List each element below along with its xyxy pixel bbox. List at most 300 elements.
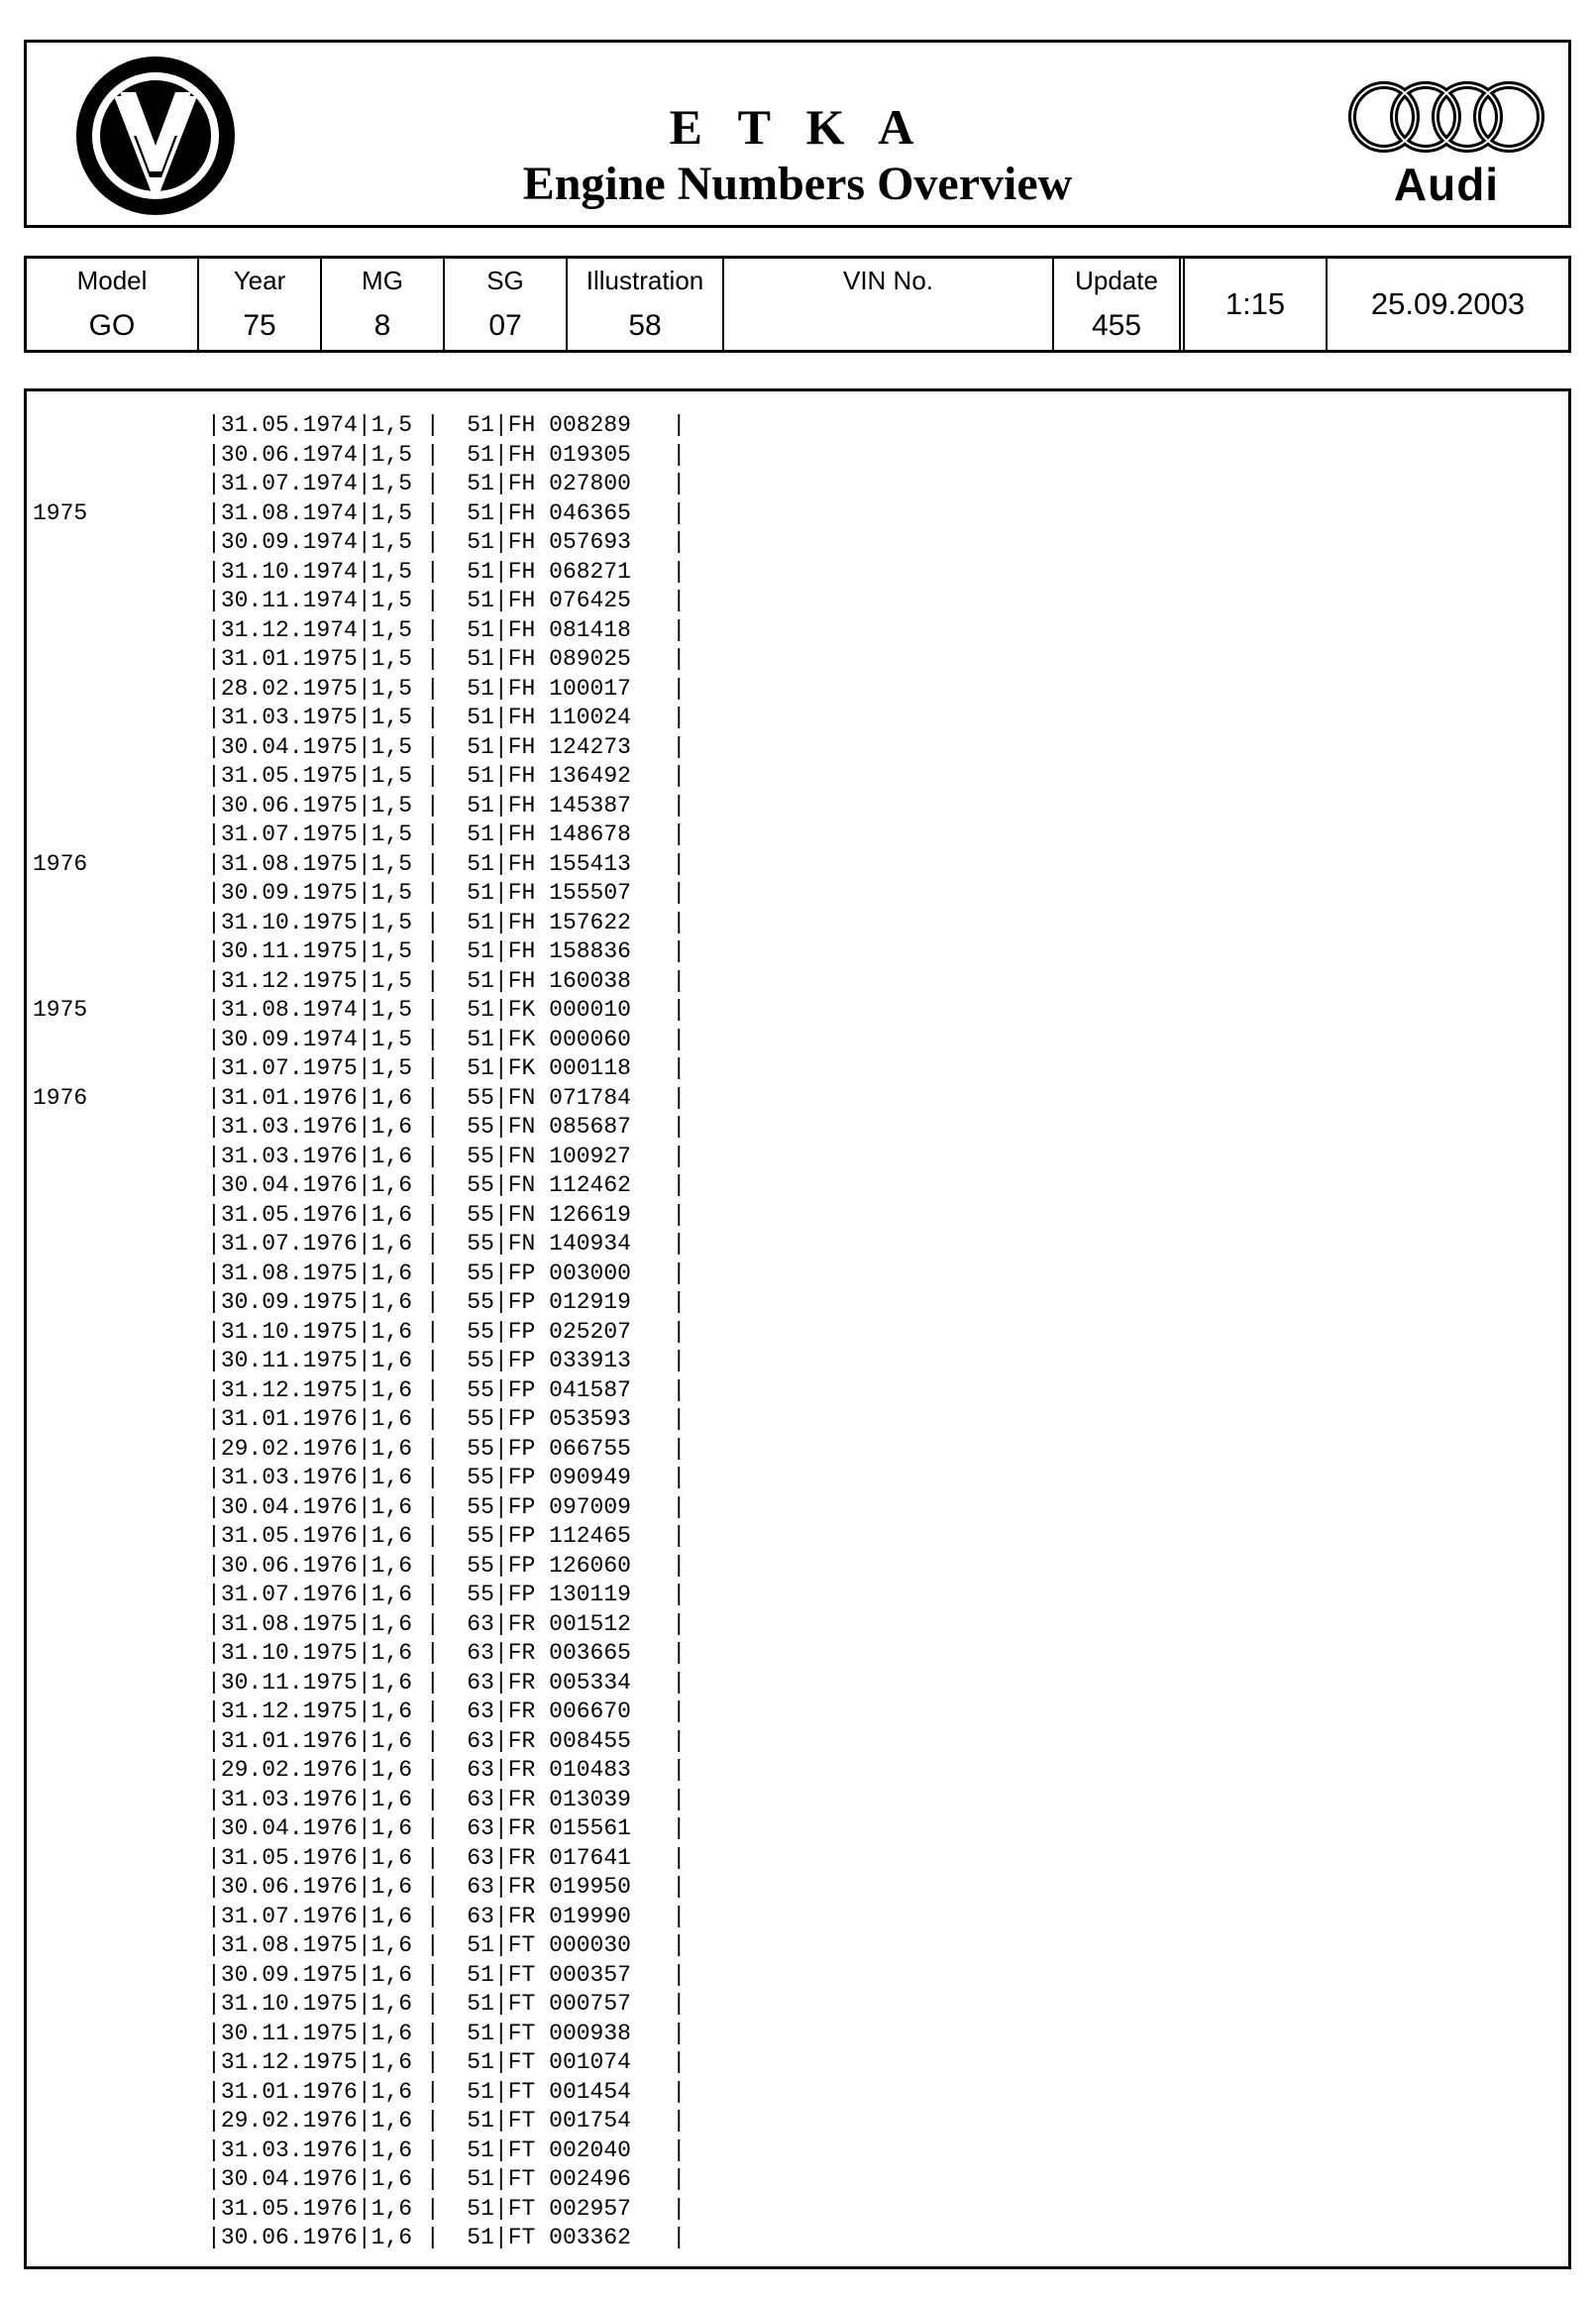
illustration-label: Illustration [585, 266, 704, 295]
list-item [33, 762, 686, 792]
column-separator: | [357, 1435, 372, 1462]
production-date: 30.06.1976 [220, 2225, 358, 2250]
update-value: 455 [1091, 309, 1142, 342]
displacement: 1,6 [371, 2166, 413, 2192]
production-date: 30.06.1976 [220, 1874, 358, 1900]
column-separator: | [630, 1201, 687, 1228]
column-separator: | [412, 2049, 468, 2075]
info-vin [724, 259, 1054, 350]
production-date: 30.04.1975 [220, 733, 358, 760]
engine-code: FT [507, 2225, 536, 2250]
column-separator: | [493, 880, 508, 906]
column-separator: | [493, 1143, 508, 1169]
engine-code: FP [507, 1582, 536, 1607]
list-item [33, 1405, 686, 1435]
power-kw: 55 [467, 1348, 494, 1373]
engine-code: FT [507, 1991, 536, 2017]
column-separator: | [357, 1727, 372, 1754]
list-item [33, 470, 686, 499]
column-separator: | [630, 909, 687, 935]
engine-code: FT [507, 2108, 536, 2134]
displacement: 1,5 [371, 997, 413, 1023]
list-item [33, 1931, 686, 1961]
engine-code: FT [507, 2020, 536, 2046]
displacement: 1,5 [371, 588, 413, 613]
column-separator: | [630, 1523, 687, 1549]
column-separator: | [357, 1961, 372, 1988]
displacement: 1,6 [371, 1084, 413, 1111]
column-gap [535, 1318, 549, 1348]
displacement: 1,6 [371, 1143, 413, 1169]
column-separator: | [357, 1669, 372, 1696]
column-separator: | [493, 1815, 508, 1841]
column-separator: | [207, 1582, 221, 1607]
column-separator: | [207, 558, 221, 585]
column-separator: | [207, 822, 221, 847]
column-gap [535, 645, 549, 675]
production-date: 30.09.1975 [220, 880, 358, 906]
sg-value: 07 [488, 309, 522, 342]
engine-number: 100927 [549, 1143, 631, 1169]
model-value: GO [88, 309, 136, 342]
column-separator: | [207, 1406, 221, 1432]
power-kw: 55 [467, 1143, 494, 1169]
column-separator: | [630, 880, 687, 906]
power-kw: 63 [467, 1903, 494, 1929]
column-separator: | [207, 1318, 221, 1345]
column-separator: | [493, 1435, 508, 1462]
displacement: 1,6 [371, 1786, 413, 1812]
engine-number: 000060 [549, 1026, 631, 1052]
column-separator: | [412, 1143, 468, 1169]
list-item [33, 967, 686, 997]
column-separator: | [493, 1289, 508, 1315]
column-gap [535, 1113, 549, 1143]
engine-code: FH [507, 616, 536, 643]
info-year [199, 259, 322, 350]
column-separator: | [207, 880, 221, 906]
list-item [33, 2048, 686, 2078]
year-label: Year [233, 266, 286, 295]
column-separator: | [630, 822, 687, 847]
engine-code: FR [507, 1610, 536, 1637]
column-separator: | [357, 558, 372, 585]
power-kw: 55 [467, 1493, 494, 1520]
displacement: 1,6 [371, 2108, 413, 2134]
list-item [33, 2224, 686, 2253]
list-item [33, 937, 686, 967]
scale-value: 1:15 [1224, 286, 1286, 321]
production-date: 30.11.1975 [220, 1669, 358, 1696]
column-separator: | [493, 1961, 508, 1988]
model-label: Model [76, 266, 148, 295]
production-date: 31.10.1974 [220, 558, 358, 585]
engine-code: FH [507, 938, 536, 964]
column-separator: | [357, 1757, 372, 1783]
displacement: 1,6 [371, 1465, 413, 1490]
column-separator: | [357, 2225, 372, 2250]
column-separator: | [630, 2225, 687, 2250]
column-gap [535, 1435, 549, 1465]
list-item [33, 792, 686, 822]
column-separator: | [412, 880, 468, 906]
engine-number: 130119 [549, 1582, 631, 1607]
column-gap [535, 470, 549, 499]
column-separator: | [207, 1757, 221, 1783]
list-item [33, 1903, 686, 1932]
production-date: 30.06.1976 [220, 1552, 358, 1579]
power-kw: 55 [467, 1318, 494, 1345]
engine-code: FH [507, 675, 536, 702]
column-separator: | [207, 1698, 221, 1724]
column-separator: | [207, 1114, 221, 1140]
engine-number: 003362 [549, 2225, 631, 2250]
column-separator: | [493, 997, 508, 1023]
column-gap [535, 1171, 549, 1201]
list-item [33, 587, 686, 616]
displacement: 1,6 [371, 1114, 413, 1140]
production-date: 31.07.1976 [220, 1582, 358, 1607]
column-separator: | [630, 792, 687, 819]
list-item [33, 1143, 686, 1172]
column-separator: | [493, 471, 508, 496]
column-separator: | [412, 441, 468, 468]
power-kw: 51 [467, 2049, 494, 2075]
displacement: 1,6 [371, 2225, 413, 2250]
power-kw: 51 [467, 2195, 494, 2222]
column-gap [535, 1026, 549, 1055]
column-separator: | [493, 1757, 508, 1783]
info-sg [445, 259, 568, 350]
production-date: 30.11.1975 [220, 2020, 358, 2046]
column-separator: | [412, 792, 468, 819]
column-separator: | [357, 1231, 372, 1257]
displacement: 1,6 [371, 1172, 413, 1198]
power-kw: 51 [467, 646, 494, 672]
production-date: 31.03.1976 [220, 1786, 358, 1812]
engine-number: 158836 [549, 938, 631, 964]
list-item [33, 1639, 686, 1669]
column-gap [535, 1639, 549, 1669]
displacement: 1,6 [371, 2137, 413, 2163]
column-separator: | [207, 412, 221, 438]
production-date: 31.05.1976 [220, 1844, 358, 1871]
power-kw: 63 [467, 1610, 494, 1637]
column-separator: | [493, 1114, 508, 1140]
column-separator: | [493, 1318, 508, 1345]
column-separator: | [357, 822, 372, 847]
update-label: Update [1075, 266, 1158, 295]
displacement: 1,6 [371, 1406, 413, 1432]
engine-code: FT [507, 2137, 536, 2163]
column-gap [535, 909, 549, 938]
column-separator: | [357, 529, 372, 555]
production-date: 29.02.1976 [220, 1757, 358, 1783]
column-separator: | [493, 2020, 508, 2046]
illustration-value: 58 [628, 309, 662, 342]
engine-number: 145387 [549, 792, 631, 819]
column-separator: | [412, 2108, 468, 2134]
production-date: 31.08.1975 [220, 1932, 358, 1958]
power-kw: 51 [467, 2225, 494, 2250]
engine-code: FP [507, 1552, 536, 1579]
column-separator: | [412, 1114, 468, 1140]
column-separator: | [493, 1932, 508, 1958]
power-kw: 51 [467, 705, 494, 730]
column-gap [535, 1143, 549, 1172]
list-item [33, 1347, 686, 1376]
column-gap [535, 1873, 549, 1903]
displacement: 1,5 [371, 733, 413, 760]
column-separator: | [357, 588, 372, 613]
production-date: 30.11.1975 [220, 938, 358, 964]
column-gap [535, 1084, 549, 1114]
engine-code: FT [507, 2195, 536, 2222]
production-date: 31.10.1975 [220, 1640, 358, 1666]
engine-number: 057693 [549, 529, 631, 555]
column-separator: | [207, 1376, 221, 1403]
power-kw: 63 [467, 1669, 494, 1696]
power-kw: 63 [467, 1844, 494, 1871]
displacement: 1,6 [371, 1874, 413, 1900]
list-item [33, 2078, 686, 2108]
column-separator: | [207, 1903, 221, 1929]
column-separator: | [412, 558, 468, 585]
column-separator: | [630, 1084, 687, 1111]
column-separator: | [207, 967, 221, 994]
engine-number: 001454 [549, 2078, 631, 2105]
model-year: 1975 [33, 499, 88, 526]
engine-number: 000357 [549, 1961, 631, 1988]
engine-number: 112462 [549, 1172, 631, 1198]
list-item [33, 1230, 686, 1260]
column-separator: | [630, 2195, 687, 2222]
engine-number: 155413 [549, 850, 631, 877]
column-gap [535, 1054, 549, 1084]
column-separator: | [630, 1493, 687, 1520]
column-separator: | [412, 616, 468, 643]
audi-rings-icon [1342, 78, 1550, 156]
column-separator: | [412, 1640, 468, 1666]
displacement: 1,5 [371, 471, 413, 496]
column-separator: | [493, 2137, 508, 2163]
engine-number: 025207 [549, 1318, 631, 1345]
column-separator: | [493, 1376, 508, 1403]
column-separator: | [630, 1757, 687, 1783]
power-kw: 55 [467, 1231, 494, 1257]
power-kw: 51 [467, 616, 494, 643]
column-separator: | [412, 1406, 468, 1432]
column-separator: | [630, 705, 687, 730]
column-separator: | [412, 1932, 468, 1958]
column-separator: | [493, 1727, 508, 1754]
column-separator: | [630, 2078, 687, 2105]
column-separator: | [412, 1552, 468, 1579]
column-separator: | [493, 2078, 508, 2105]
engine-code: FP [507, 1493, 536, 1520]
engine-number: 140934 [549, 1231, 631, 1257]
displacement: 1,5 [371, 822, 413, 847]
column-separator: | [630, 2049, 687, 2075]
column-gap [535, 879, 549, 909]
column-separator: | [412, 1669, 468, 1696]
engine-code: FH [507, 471, 536, 496]
column-separator: | [207, 1435, 221, 1462]
column-separator: | [357, 1406, 372, 1432]
engine-number: 071784 [549, 1084, 631, 1111]
column-gap [535, 967, 549, 997]
column-separator: | [357, 880, 372, 906]
column-separator: | [493, 1786, 508, 1812]
column-separator: | [412, 850, 468, 877]
column-separator: | [412, 2166, 468, 2192]
column-gap [535, 2048, 549, 2078]
column-separator: | [412, 1523, 468, 1549]
engine-number: 085687 [549, 1114, 631, 1140]
column-separator: | [207, 2166, 221, 2192]
displacement: 1,5 [371, 1026, 413, 1052]
list-item [33, 996, 686, 1026]
power-kw: 51 [467, 880, 494, 906]
displacement: 1,6 [371, 1260, 413, 1286]
column-separator: | [630, 1376, 687, 1403]
displacement: 1,6 [371, 1961, 413, 1988]
engine-code: FN [507, 1114, 536, 1140]
list-item [33, 1435, 686, 1465]
column-separator: | [493, 909, 508, 935]
column-separator: | [357, 441, 372, 468]
column-separator: | [207, 616, 221, 643]
engine-numbers-list [33, 411, 686, 2253]
column-separator: | [207, 1961, 221, 1988]
column-gap [535, 1405, 549, 1435]
column-separator: | [630, 1874, 687, 1900]
engine-number: 002957 [549, 2195, 631, 2222]
list-item [33, 850, 686, 880]
production-date: 30.09.1975 [220, 1961, 358, 1988]
engine-number: 005334 [549, 1669, 631, 1696]
list-item [33, 1756, 686, 1786]
power-kw: 51 [467, 588, 494, 613]
column-separator: | [357, 1143, 372, 1169]
engine-code: FH [507, 412, 536, 438]
production-date: 31.07.1975 [220, 822, 358, 847]
column-separator: | [493, 646, 508, 672]
engine-number: 002040 [549, 2137, 631, 2163]
column-separator: | [630, 1610, 687, 1637]
column-separator: | [357, 1844, 372, 1871]
power-kw: 51 [467, 763, 494, 789]
column-separator: | [412, 938, 468, 964]
displacement: 1,6 [371, 1289, 413, 1315]
engine-code: FH [507, 822, 536, 847]
column-separator: | [207, 1874, 221, 1900]
power-kw: 51 [467, 822, 494, 847]
column-separator: | [412, 1874, 468, 1900]
column-gap [535, 1786, 549, 1815]
list-item [33, 1873, 686, 1903]
engine-code: FP [507, 1348, 536, 1373]
power-kw: 55 [467, 1523, 494, 1549]
column-separator: | [412, 1318, 468, 1345]
production-date: 31.01.1976 [220, 1084, 358, 1111]
engine-code: FH [507, 850, 536, 877]
column-gap [535, 2195, 549, 2225]
column-separator: | [207, 1348, 221, 1373]
engine-code: FH [507, 441, 536, 468]
column-gap [535, 1581, 549, 1610]
engine-number: 097009 [549, 1493, 631, 1520]
column-separator: | [630, 1991, 687, 2017]
column-gap [535, 1727, 549, 1757]
column-gap [535, 1610, 549, 1640]
production-date: 31.07.1976 [220, 1231, 358, 1257]
column-separator: | [357, 499, 372, 526]
engine-number: 001512 [549, 1610, 631, 1637]
column-separator: | [630, 1582, 687, 1607]
column-separator: | [630, 733, 687, 760]
displacement: 1,5 [371, 763, 413, 789]
engine-code: FN [507, 1143, 536, 1169]
engine-code: FH [507, 499, 536, 526]
column-separator: | [207, 675, 221, 702]
power-kw: 51 [467, 2137, 494, 2163]
title-block [324, 98, 1271, 213]
column-separator: | [630, 1786, 687, 1812]
column-separator: | [412, 1201, 468, 1228]
column-separator: | [357, 1903, 372, 1929]
displacement: 1,5 [371, 705, 413, 730]
displacement: 1,6 [371, 1991, 413, 2017]
column-separator: | [357, 2195, 372, 2222]
power-kw: 51 [467, 558, 494, 585]
column-separator: | [357, 1552, 372, 1579]
column-separator: | [357, 1991, 372, 2017]
engine-code: FH [507, 733, 536, 760]
column-separator: | [357, 733, 372, 760]
displacement: 1,6 [371, 1698, 413, 1724]
displacement: 1,6 [371, 1523, 413, 1549]
list-item [33, 1669, 686, 1698]
column-separator: | [412, 1348, 468, 1373]
column-separator: | [412, 1289, 468, 1315]
engine-numbers-panel [24, 388, 1571, 2269]
power-kw: 55 [467, 1465, 494, 1490]
column-separator: | [207, 1610, 221, 1637]
column-separator: | [207, 2020, 221, 2046]
column-separator: | [412, 705, 468, 730]
power-kw: 51 [467, 675, 494, 702]
displacement: 1,5 [371, 412, 413, 438]
production-date: 30.04.1976 [220, 2166, 358, 2192]
column-separator: | [412, 1260, 468, 1286]
column-separator: | [207, 1815, 221, 1841]
engine-number: 033913 [549, 1348, 631, 1373]
production-date: 29.02.1976 [220, 2108, 358, 2134]
column-separator: | [493, 733, 508, 760]
column-separator: | [630, 1026, 687, 1052]
column-separator: | [357, 705, 372, 730]
engine-code: FH [507, 880, 536, 906]
production-date: 31.03.1976 [220, 1465, 358, 1490]
engine-code: FN [507, 1231, 536, 1257]
power-kw: 51 [467, 909, 494, 935]
column-gap [535, 937, 549, 967]
power-kw: 51 [467, 967, 494, 994]
production-date: 31.12.1975 [220, 1698, 358, 1724]
production-date: 31.12.1975 [220, 967, 358, 994]
column-separator: | [357, 1084, 372, 1111]
